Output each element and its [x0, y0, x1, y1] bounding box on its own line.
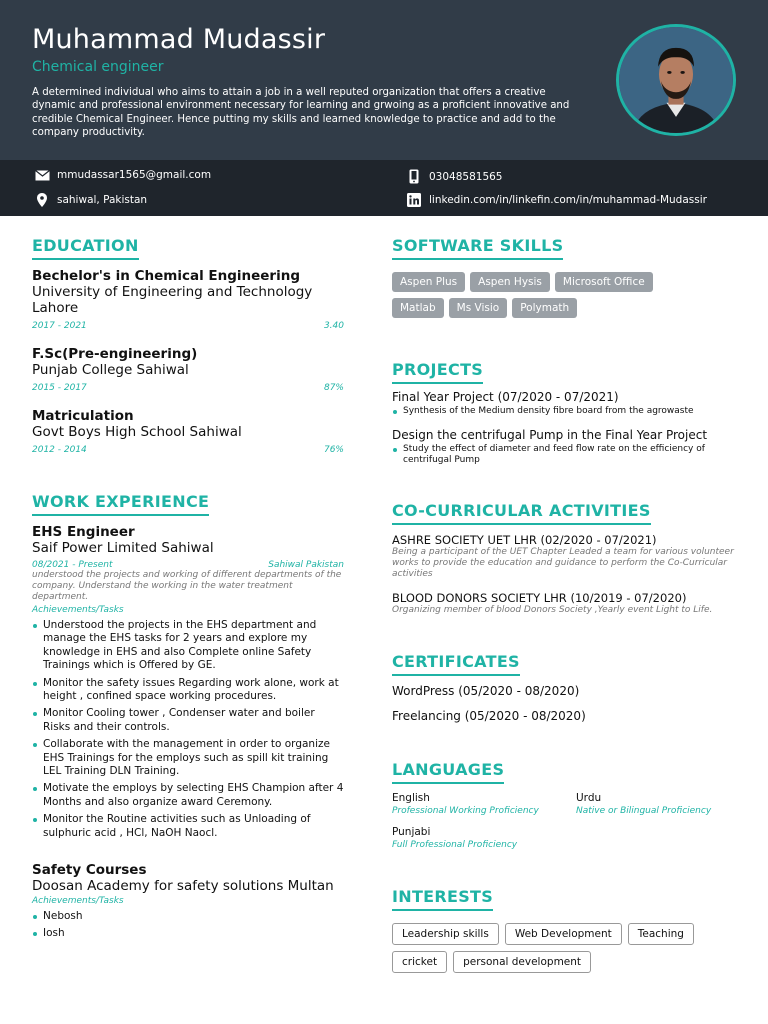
education-meta	[32, 321, 344, 331]
email-text: mmudassar1565@gmail.com	[57, 169, 212, 181]
job-position: Safety Courses	[32, 862, 147, 878]
list-item: Monitor Cooling tower , Condenser water and boiler Risks and their controls.	[32, 707, 344, 734]
skills-list	[392, 272, 737, 318]
activities-heading: CO-CURRICULAR ACTIVITIES	[392, 501, 651, 525]
certificate-title: Freelancing (05/2020 - 08/2020)	[392, 709, 586, 723]
list-item: Motivate the employs by selecting EHS Champion after 4 Months and also organize award Ceremony.	[32, 782, 344, 809]
institution: Punjab College Sahiwal	[32, 362, 189, 378]
achievements-label: Achievements/Tasks	[32, 896, 124, 906]
degree-title: F.Sc(Pre-engineering)	[32, 346, 198, 362]
header	[0, 0, 768, 160]
achievements-label: Achievements/Tasks	[32, 605, 124, 615]
activity-description: Organizing member of blood Donors Society ,Yearly event Light to Life.	[392, 605, 713, 615]
contact-linkedin[interactable]	[403, 193, 707, 207]
activities-section	[392, 501, 737, 525]
institution: University of Engineering and Technology Lahore	[32, 284, 313, 316]
work-heading: WORK EXPERIENCE	[32, 492, 209, 516]
education-period: 2012 - 2014	[32, 445, 87, 455]
language-item	[392, 792, 572, 816]
education-period: 2017 - 2021	[32, 321, 87, 331]
skill-pill: Aspen Hysis	[470, 272, 550, 292]
skills-section	[392, 236, 737, 260]
project-title: Design the centrifugal Pump in the Final Year Project	[392, 428, 708, 442]
task-list	[32, 619, 344, 840]
list-item: Monitor the safety issues Regarding work alone, work at height , confined space working procedures.	[32, 677, 344, 704]
profile-photo	[616, 24, 736, 136]
skill-pill: Microsoft Office	[555, 272, 653, 292]
language-name: Punjabi	[392, 826, 431, 838]
task-list	[32, 910, 344, 941]
degree-title: Matriculation	[32, 408, 134, 424]
project-bullets	[392, 444, 727, 466]
language-level: Full Professional Proficiency	[392, 840, 518, 850]
certificate-title: WordPress (05/2020 - 08/2020)	[392, 684, 580, 698]
education-period: 2015 - 2017	[32, 383, 87, 393]
list-item: Synthesis of the Medium density fibre board from the agrowaste	[392, 406, 737, 417]
language-level: Professional Working Proficiency	[392, 806, 539, 816]
list-item: Nebosh	[32, 910, 344, 923]
education-grade: 76%	[323, 445, 344, 455]
list-item: Monitor the Routine activities such as Unloading of sulphuric acid , HCl, NaOH Naocl.	[32, 813, 344, 840]
education-section	[32, 236, 344, 260]
location-text: sahiwal, Pakistan	[57, 194, 148, 206]
job-description: understood the projects and working of different departments of the company. Understand the working in the water treatment department.	[32, 570, 342, 602]
job-location: Sahiwal Pakistan	[268, 560, 344, 570]
project-item	[392, 428, 737, 466]
education-meta	[32, 445, 344, 455]
job-company: Doosan Academy for safety solutions Multan	[32, 878, 334, 894]
language-item	[392, 826, 572, 850]
activity-description: Being a participant of the UET Chapter Leaded a team for various volunteer works to provide the education and guidance to perform the Co-Curricular activities	[392, 547, 734, 579]
certificate-item	[392, 684, 737, 698]
list-item: Understood the projects in the EHS department and manage the EHS tasks for 2 years and explore my knowledge in EHS and also Complete online Safety Trainings which is Offered by GE.	[32, 619, 344, 673]
location-icon	[31, 193, 53, 207]
certificates-section	[392, 652, 737, 676]
list-item: Iosh	[32, 927, 344, 940]
job-period: 08/2021 - Present	[32, 560, 113, 570]
interests-section	[392, 887, 737, 911]
skill-pill: Ms Visio	[449, 298, 508, 318]
projects-section	[392, 360, 737, 384]
language-name: English	[392, 792, 430, 804]
skill-pill: Aspen Plus	[392, 272, 465, 292]
project-item	[392, 390, 737, 417]
linkedin-icon	[403, 193, 425, 207]
contact-phone[interactable]	[403, 169, 503, 184]
project-bullets	[392, 406, 737, 417]
job-item	[32, 524, 344, 840]
certificate-item	[392, 709, 737, 723]
activity-item	[392, 533, 737, 580]
institution: Govt Boys High School Sahiwal	[32, 424, 242, 440]
interest-tag: Teaching	[628, 923, 694, 945]
skill-pill: Polymath	[512, 298, 577, 318]
interests-list	[392, 923, 737, 973]
education-item	[32, 408, 344, 455]
contact-email[interactable]	[31, 169, 211, 181]
job-meta	[32, 560, 344, 570]
job-company: Saif Power Limited Sahiwal	[32, 540, 214, 556]
interests-heading: INTERESTS	[392, 887, 493, 911]
interest-tag: Leadership skills	[392, 923, 499, 945]
activity-item	[392, 591, 737, 616]
education-item	[32, 268, 344, 331]
degree-title: Bechelor's in Chemical Engineering	[32, 268, 300, 284]
candidate-name: Muhammad Mudassir	[32, 24, 326, 55]
education-item	[32, 346, 344, 393]
contact-location	[31, 193, 147, 207]
contact-bar	[0, 160, 768, 216]
languages-heading: LANGUAGES	[392, 760, 504, 784]
interest-tag: personal development	[453, 951, 591, 973]
email-icon	[31, 170, 53, 181]
education-heading: EDUCATION	[32, 236, 139, 260]
activity-title: ASHRE SOCIETY UET LHR (02/2020 - 07/2021)	[392, 533, 657, 547]
activity-title: BLOOD DONORS SOCIETY LHR (10/2019 - 07/2020)	[392, 591, 687, 605]
skill-pill: Matlab	[392, 298, 444, 318]
linkedin-text: linkedin.com/in/linkefin.com/in/muhammad-Mudassir	[429, 194, 707, 206]
interest-tag: cricket	[392, 951, 447, 973]
language-level: Native or Bilingual Proficiency	[576, 806, 712, 816]
education-meta	[32, 383, 344, 393]
projects-heading: PROJECTS	[392, 360, 483, 384]
project-title: Final Year Project (07/2020 - 07/2021)	[392, 390, 619, 404]
job-title: Chemical engineer	[32, 59, 164, 75]
phone-icon	[403, 169, 425, 184]
certificates-heading: CERTIFICATES	[392, 652, 520, 676]
languages-section	[392, 760, 737, 784]
language-name: Urdu	[576, 792, 602, 804]
job-position: EHS Engineer	[32, 524, 135, 540]
list-item: Collaborate with the management in order to organize EHS Trainings for the employs such as spill kit training LEL Training DLN Training.	[32, 738, 344, 778]
job-item	[32, 862, 344, 941]
interest-tag: Web Development	[505, 923, 622, 945]
work-section	[32, 492, 344, 516]
education-grade: 87%	[323, 383, 344, 393]
education-grade: 3.40	[323, 321, 344, 331]
list-item: Study the effect of diameter and feed flow rate on the efficiency of centrifugal Pump	[392, 444, 727, 466]
summary: A determined individual who aims to attain a job in a well reputed organization that offers a creative dynamic and professional environment necessary for learning and grwoing as a proficient innovative and credible Chemical Engineer. Hence putting my skills and learned knowledge to practice and add to the company productivity.	[32, 87, 570, 139]
skills-heading: SOFTWARE SKILLS	[392, 236, 563, 260]
language-item	[576, 792, 756, 816]
phone-text: 03048581565	[429, 170, 503, 183]
